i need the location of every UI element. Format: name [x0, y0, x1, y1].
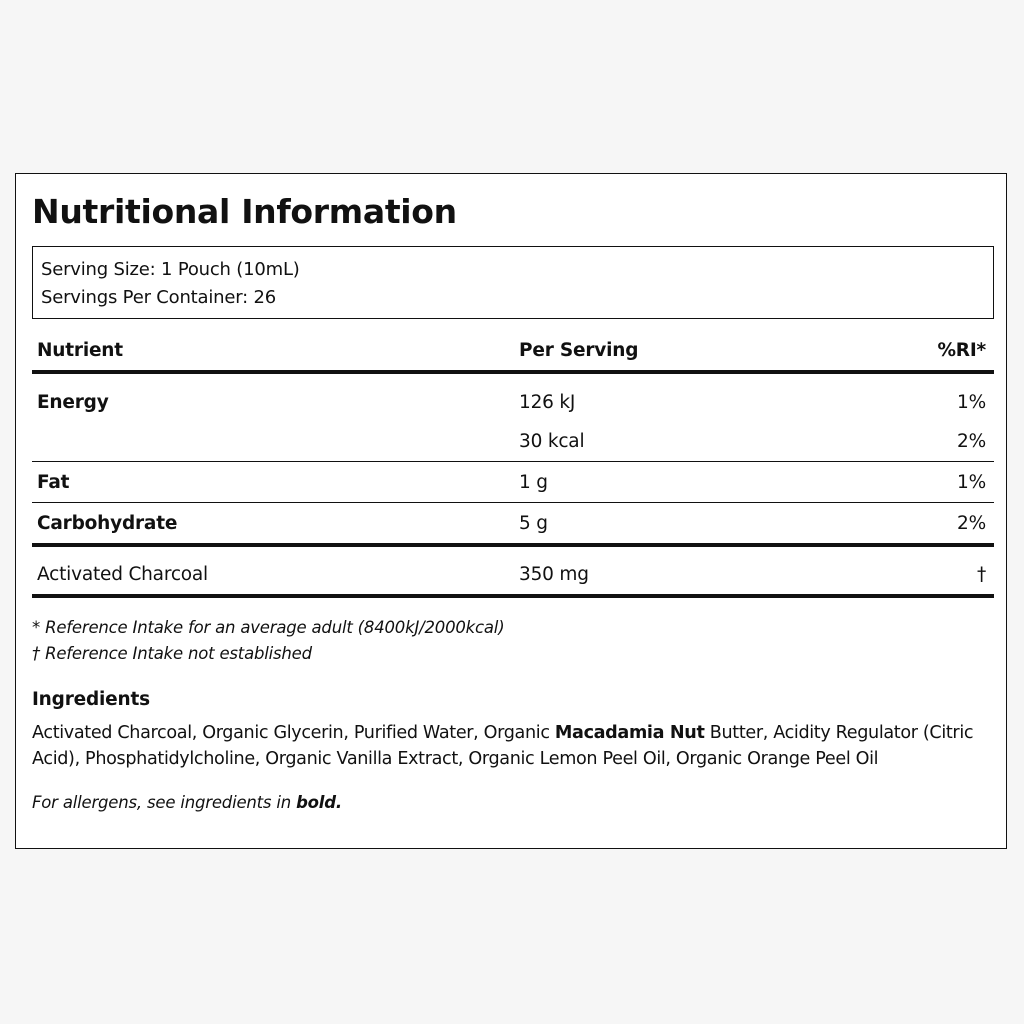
header-ri: %RI*	[937, 340, 986, 361]
row-fat-name: Fat	[37, 472, 70, 493]
row-energy-kcal-value: 30 kcal	[519, 431, 585, 452]
allergen-note	[32, 792, 342, 814]
allergen-note-text: For allergens, see ingredients in	[32, 793, 297, 812]
allergen-note-emphasis: bold.	[296, 793, 342, 812]
nutrition-panel	[15, 173, 1007, 849]
ingredients-text-part: Activated Charcoal, Organic Glycerin, Purified Water, Organic	[32, 723, 555, 743]
footnote-reference-intake: * Reference Intake for an average adult (8400kJ/2000kcal)	[32, 618, 505, 637]
header-divider	[32, 370, 994, 374]
page-title: Nutritional Information	[32, 192, 457, 231]
row-energy-name: Energy	[37, 392, 109, 413]
ingredients-text-part: Butter, Acidity Regulator (Citric Acid), Phosphatidylcholine, Organic Vanilla Extract, Organic Lemon Peel Oil, Organic Orange Peel Oil	[32, 723, 974, 769]
row-activated-charcoal-ri: †	[976, 564, 986, 585]
footnote-dagger: † Reference Intake not established	[32, 644, 312, 663]
row-energy-kj-ri: 1%	[957, 392, 986, 413]
header-per-serving: Per Serving	[519, 340, 639, 361]
row-fat-ri: 1%	[957, 472, 986, 493]
row-energy-kcal-ri: 2%	[957, 431, 986, 452]
row-divider	[32, 461, 994, 462]
row-carbohydrate-name: Carbohydrate	[37, 513, 178, 534]
servings-per-container: Servings Per Container: 26	[41, 287, 277, 308]
row-carbohydrate-ri: 2%	[957, 513, 986, 534]
row-energy-kj-value: 126 kJ	[519, 392, 576, 413]
table-bottom-divider	[32, 594, 994, 598]
row-fat-value: 1 g	[519, 472, 548, 493]
ingredients-heading: Ingredients	[32, 689, 150, 710]
row-activated-charcoal-value: 350 mg	[519, 564, 589, 585]
serving-size: Serving Size: 1 Pouch (10mL)	[41, 259, 300, 280]
row-activated-charcoal-name: Activated Charcoal	[37, 564, 208, 585]
row-carbohydrate-value: 5 g	[519, 513, 548, 534]
ingredients-text	[32, 720, 987, 772]
serving-info-box	[32, 246, 994, 319]
header-nutrient: Nutrient	[37, 340, 123, 361]
section-divider	[32, 543, 994, 547]
allergen-ingredient: Macadamia Nut	[554, 723, 705, 743]
row-divider	[32, 502, 994, 503]
